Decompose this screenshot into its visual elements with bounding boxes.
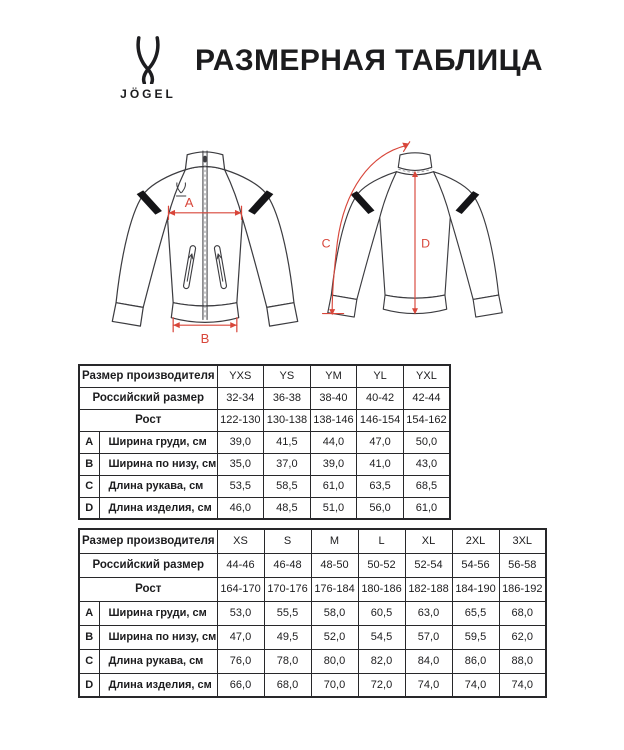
measure-value: 84,0 xyxy=(405,649,452,673)
size-code: 56-58 xyxy=(499,553,546,577)
header-row xyxy=(79,553,546,577)
measure-value: 53,5 xyxy=(217,475,264,497)
jacket-back-diagram xyxy=(318,140,512,325)
measure-label: Длина рукава, см xyxy=(99,475,217,497)
measure-value: 68,0 xyxy=(499,601,546,625)
measurement-row xyxy=(79,475,450,497)
size-code: 164-170 xyxy=(217,577,264,601)
measure-label: Длина изделия, см xyxy=(99,497,217,519)
measure-label: Ширина груди, см xyxy=(99,601,217,625)
measure-value: 39,0 xyxy=(217,431,264,453)
measure-value: 68,5 xyxy=(403,475,450,497)
size-code: 184-190 xyxy=(452,577,499,601)
size-code: YM xyxy=(310,365,357,387)
measure-value: 54,5 xyxy=(358,625,405,649)
header-label: Российский размер xyxy=(79,553,217,577)
size-code: 138-146 xyxy=(310,409,357,431)
measurement-row xyxy=(79,601,546,625)
measure-label: Длина рукава, см xyxy=(99,649,217,673)
measure-label: Ширина по низу, см xyxy=(99,453,217,475)
measure-value: 88,0 xyxy=(499,649,546,673)
header-label: Размер производителя xyxy=(79,365,217,387)
measurement-row xyxy=(79,497,450,519)
measure-label-D: D xyxy=(421,236,431,251)
size-code: L xyxy=(358,529,405,553)
measure-value: 47,0 xyxy=(357,431,404,453)
measure-value: 50,0 xyxy=(403,431,450,453)
size-code: S xyxy=(264,529,311,553)
measurement-row xyxy=(79,625,546,649)
measure-label-C: C xyxy=(321,236,331,251)
measure-letter: C xyxy=(79,649,99,673)
size-code: 122-130 xyxy=(217,409,264,431)
measure-value: 82,0 xyxy=(358,649,405,673)
header-label: Рост xyxy=(79,577,217,601)
size-code: 32-34 xyxy=(217,387,264,409)
size-code: YXL xyxy=(403,365,450,387)
size-code: 40-42 xyxy=(357,387,404,409)
measure-value: 41,5 xyxy=(264,431,311,453)
header-row xyxy=(79,365,450,387)
adult-size-table xyxy=(78,528,547,698)
measure-value: 57,0 xyxy=(405,625,452,649)
measurement-row xyxy=(79,453,450,475)
header-row xyxy=(79,387,450,409)
measure-value: 47,0 xyxy=(217,625,264,649)
size-code: 52-54 xyxy=(405,553,452,577)
measure-value: 58,5 xyxy=(264,475,311,497)
measure-value: 74,0 xyxy=(499,673,546,697)
measure-value: 70,0 xyxy=(311,673,358,697)
measure-value: 37,0 xyxy=(264,453,311,475)
header-row xyxy=(79,409,450,431)
measure-value: 43,0 xyxy=(403,453,450,475)
size-code: XL xyxy=(405,529,452,553)
size-code: XS xyxy=(217,529,264,553)
measure-value: 62,0 xyxy=(499,625,546,649)
front-right-cuff xyxy=(267,303,298,326)
back-collar xyxy=(398,153,431,171)
measure-value: 86,0 xyxy=(452,649,499,673)
measure-value: 58,0 xyxy=(311,601,358,625)
measure-value: 39,0 xyxy=(310,453,357,475)
measure-value: 55,5 xyxy=(264,601,311,625)
measure-label: Длина изделия, см xyxy=(99,673,217,697)
size-code: 44-46 xyxy=(217,553,264,577)
size-code: 170-176 xyxy=(264,577,311,601)
measure-value: 41,0 xyxy=(357,453,404,475)
header-label: Рост xyxy=(79,409,217,431)
measure-value: 76,0 xyxy=(217,649,264,673)
measure-value: 44,0 xyxy=(310,431,357,453)
measure-value: 65,5 xyxy=(452,601,499,625)
measure-value: 74,0 xyxy=(452,673,499,697)
measure-value: 56,0 xyxy=(357,497,404,519)
measure-value: 74,0 xyxy=(405,673,452,697)
header-label: Российский размер xyxy=(79,387,217,409)
measure-value: 59,5 xyxy=(452,625,499,649)
measure-value: 60,5 xyxy=(358,601,405,625)
size-code: 180-186 xyxy=(358,577,405,601)
measure-value: 53,0 xyxy=(217,601,264,625)
measure-letter: D xyxy=(79,673,99,697)
size-code: 182-188 xyxy=(405,577,452,601)
header-label: Размер производителя xyxy=(79,529,217,553)
size-code: YS xyxy=(264,365,311,387)
front-left-cuff xyxy=(112,303,143,326)
measure-letter: B xyxy=(79,453,99,475)
measure-value: 61,0 xyxy=(403,497,450,519)
measure-letter: D xyxy=(79,497,99,519)
size-code: 186-192 xyxy=(499,577,546,601)
measure-letter: A xyxy=(79,601,99,625)
size-code: 42-44 xyxy=(403,387,450,409)
measure-letter: B xyxy=(79,625,99,649)
size-code: 146-154 xyxy=(357,409,404,431)
size-code: 130-138 xyxy=(264,409,311,431)
size-code: 38-40 xyxy=(310,387,357,409)
size-code: 48-50 xyxy=(311,553,358,577)
size-code: 176-184 xyxy=(311,577,358,601)
back-right-cuff xyxy=(473,295,502,317)
measure-value: 51,0 xyxy=(310,497,357,519)
measurement-row xyxy=(79,649,546,673)
measure-label-B: B xyxy=(200,330,210,345)
measure-label: Ширина по низу, см xyxy=(99,625,217,649)
brand-emblem-icon xyxy=(129,36,167,84)
size-code: 154-162 xyxy=(403,409,450,431)
measure-value: 35,0 xyxy=(217,453,264,475)
measure-value: 52,0 xyxy=(311,625,358,649)
header-row xyxy=(79,577,546,601)
page-title: РАЗМЕРНАЯ ТАБЛИЦА xyxy=(195,44,543,77)
size-code: 54-56 xyxy=(452,553,499,577)
measure-letter: C xyxy=(79,475,99,497)
measure-value: 63,5 xyxy=(357,475,404,497)
size-code: 46-48 xyxy=(264,553,311,577)
measure-value: 66,0 xyxy=(217,673,264,697)
size-code: YXS xyxy=(217,365,264,387)
measurement-row xyxy=(79,431,450,453)
measure-value: 49,5 xyxy=(264,625,311,649)
measure-value: 80,0 xyxy=(311,649,358,673)
youth-size-table xyxy=(78,364,451,520)
measure-label-A: A xyxy=(184,195,194,211)
measurement-row xyxy=(79,673,546,697)
size-code: 2XL xyxy=(452,529,499,553)
measure-value: 46,0 xyxy=(217,497,264,519)
measure-value: 61,0 xyxy=(310,475,357,497)
header-row xyxy=(79,529,546,553)
jacket-front-diagram xyxy=(102,134,308,345)
measure-letter: A xyxy=(79,431,99,453)
size-code: 50-52 xyxy=(358,553,405,577)
size-code: 36-38 xyxy=(264,387,311,409)
brand-logo xyxy=(110,36,186,101)
measure-value: 48,5 xyxy=(264,497,311,519)
brand-name: JÖGEL xyxy=(120,87,176,101)
size-code: YL xyxy=(357,365,404,387)
measure-value: 78,0 xyxy=(264,649,311,673)
size-code: 3XL xyxy=(499,529,546,553)
measure-value: 63,0 xyxy=(405,601,452,625)
measure-value: 72,0 xyxy=(358,673,405,697)
measure-label: Ширина груди, см xyxy=(99,431,217,453)
size-code: M xyxy=(311,529,358,553)
measure-value: 68,0 xyxy=(264,673,311,697)
